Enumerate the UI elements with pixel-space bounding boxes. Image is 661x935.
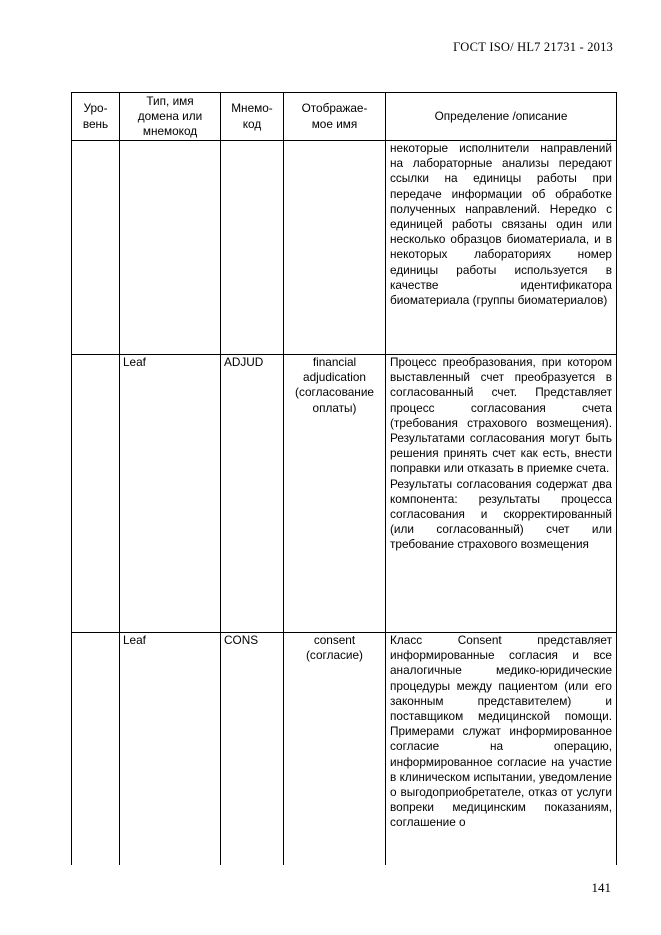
column-header-type: Тип, имя домена или мнемокод <box>120 93 221 141</box>
table-row <box>72 633 617 865</box>
definition-paragraph: Класс Consent представляет информированные согласия и все аналогичные медико-юридические процедуры между пациентом (или его законным представителем) и поставщиком медицинской помощи. Примерами служат информированное согласие на операцию, информированное согласие на участие в клиническом испытании, уведомление о выгодоприобретателе, отказ от услуги вопреки медицинским показаниям, соглашение о <box>390 633 612 830</box>
cell-display <box>284 141 386 355</box>
cell-level <box>72 633 120 865</box>
column-header-code: Мнемо- код <box>221 93 284 141</box>
table-row <box>72 355 617 633</box>
cell-definition <box>386 141 617 355</box>
table-row <box>72 141 617 355</box>
code-table <box>71 92 617 865</box>
cell-level <box>72 141 120 355</box>
cell-definition <box>386 355 617 633</box>
column-header-definition: Определение /описание <box>386 93 617 141</box>
column-header-level: Уро- вень <box>72 93 120 141</box>
table-header-row <box>72 93 617 141</box>
cell-definition <box>386 633 617 865</box>
cell-level <box>72 355 120 633</box>
definition-paragraph: Процесс преобразования, при котором выставленный счет преобразуется в согласованный счет. Представляет процесс согласования счета (требования страхового возмещения). Результатами согласования могут быть решения принять счет как есть, внести поправки или отказать в приемке счета. <box>390 355 612 476</box>
cell-type <box>120 141 221 355</box>
cell-code: ADJUD <box>221 355 284 633</box>
page-number: 141 <box>591 880 611 895</box>
cell-display: consent (согласие) <box>284 633 386 865</box>
definition-paragraph: некоторые исполнители направлений на лабораторные анализы передают ссылки на единицы работы при передаче информации об обработке полученных направлений. Нередко с единицей работы связаны один или несколько образцов биоматериала, и в некоторых лабораториях номер единицы работы используется в качестве идентификатора биоматериала (группы биоматериалов) <box>390 141 612 308</box>
document-header: ГОСТ ISO/ HL7 21731 - 2013 <box>453 40 613 54</box>
cell-code <box>221 141 284 355</box>
cell-code: CONS <box>221 633 284 865</box>
column-header-display: Отображае- мое имя <box>284 93 386 141</box>
cell-type: Leaf <box>120 355 221 633</box>
cell-type: Leaf <box>120 633 221 865</box>
cell-display: financial adjudication (согласование оплаты) <box>284 355 386 633</box>
definition-paragraph: Результаты согласования содержат два компонента: результаты процесса согласования и скорректированный (или согласованный) счет или требование страхового возмещения <box>390 476 612 552</box>
